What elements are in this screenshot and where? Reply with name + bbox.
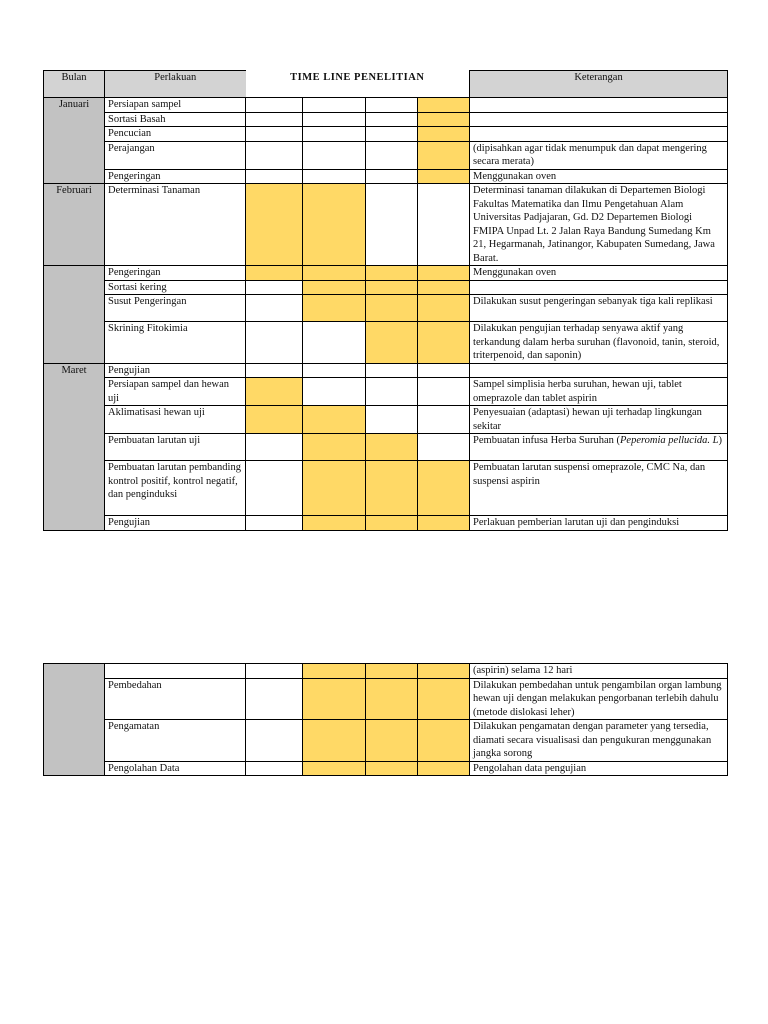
timeline-cell-empty xyxy=(366,98,418,113)
timeline-cell-empty xyxy=(246,664,303,679)
keterangan-cell: Perlakuan pemberian larutan uji dan penginduksi xyxy=(470,516,728,531)
timeline-cell xyxy=(418,516,470,531)
timeline-cell xyxy=(418,141,470,169)
perlakuan-cell: Sortasi Basah xyxy=(105,112,246,127)
timeline-cell-empty xyxy=(303,363,366,378)
timeline-cell-empty xyxy=(303,112,366,127)
table-row xyxy=(44,280,728,295)
timeline-cell xyxy=(418,295,470,322)
timeline-cell xyxy=(418,720,470,762)
table-row xyxy=(44,112,728,127)
timeline-cell xyxy=(303,664,366,679)
header-bulan: Bulan xyxy=(44,71,105,98)
perlakuan-cell: Persiapan sampel dan hewan uji xyxy=(105,378,246,406)
timeline-cell-empty xyxy=(366,406,418,434)
timeline-cell xyxy=(303,720,366,762)
timeline-cell xyxy=(366,266,418,281)
perlakuan-cell: Pembedahan xyxy=(105,678,246,720)
table-row xyxy=(44,98,728,113)
month-januari: Januari xyxy=(44,98,105,184)
timeline-cell-empty xyxy=(366,141,418,169)
keterangan-cell xyxy=(470,112,728,127)
month-maret: Maret xyxy=(44,363,105,530)
keterangan-cell: Menggunakan oven xyxy=(470,266,728,281)
perlakuan-cell: Determinasi Tanaman xyxy=(105,184,246,266)
perlakuan-cell: Pengolahan Data xyxy=(105,761,246,776)
timeline-cell-empty xyxy=(366,112,418,127)
timeline-cell xyxy=(366,280,418,295)
header-perlakuan: Perlakuan xyxy=(105,71,246,98)
timeline-cell-empty xyxy=(246,461,303,516)
table-row xyxy=(44,363,728,378)
keterangan-cell: Sampel simplisia herba suruhan, hewan uji, tablet omeprazole dan tablet aspirin xyxy=(470,378,728,406)
timeline-cell xyxy=(418,322,470,364)
perlakuan-cell: Pembuatan larutan pembanding kontrol positif, kontrol negatif, dan penginduksi xyxy=(105,461,246,516)
timeline-cell-empty xyxy=(418,184,470,266)
table-row xyxy=(44,434,728,461)
timeline-cell-empty xyxy=(366,378,418,406)
timeline-cell xyxy=(246,378,303,406)
timeline-cell xyxy=(246,184,303,266)
perlakuan-cell: Skrining Fitokimia xyxy=(105,322,246,364)
timeline-cell xyxy=(366,434,418,461)
keterangan-cell: Dilakukan pengamatan dengan parameter yang tersedia, diamati secara visualisasi dan pengukuran menggunakan jangka sorong xyxy=(470,720,728,762)
timeline-cell xyxy=(303,761,366,776)
month-februari: Februari xyxy=(44,184,105,266)
timeline-cell-empty xyxy=(366,169,418,184)
page-title: TIME LINE PENELITIAN xyxy=(246,71,470,98)
perlakuan-cell: Pengujian xyxy=(105,516,246,531)
keterangan-cell: Pengolahan data pengujian xyxy=(470,761,728,776)
table-row xyxy=(44,678,728,720)
timeline-cell-empty xyxy=(246,112,303,127)
timeline-cell-empty xyxy=(246,295,303,322)
timeline-cell xyxy=(418,761,470,776)
perlakuan-cell: Pembuatan larutan uji xyxy=(105,434,246,461)
keterangan-cell: Dilakukan pembedahan untuk pengambilan organ lambung hewan uji dengan melakukan pengorbanan terlebih dahulu (metode dislokasi leher) xyxy=(470,678,728,720)
timeline-cell-empty xyxy=(246,98,303,113)
table-row xyxy=(44,295,728,322)
perlakuan-cell: Susut Pengeringan xyxy=(105,295,246,322)
timeline-cell xyxy=(418,664,470,679)
timeline-cell xyxy=(303,406,366,434)
timeline-cell xyxy=(418,98,470,113)
keterangan-cell: Determinasi tanaman dilakukan di Departemen Biologi Fakultas Matematika dan Ilmu Pengetahuan Alam Universitas Padjajaran, Gd. D2 Departemen Biologi FMIPA Unpad Lt. 2 Jalan Raya Bandung Sumedang Km 21, Hegarmanah, Jatinangor, Kabupaten Sumedang, Jawa Barat. xyxy=(470,184,728,266)
timeline-cell-empty xyxy=(246,127,303,142)
timeline-cell xyxy=(366,761,418,776)
timeline-cell xyxy=(366,461,418,516)
timeline-cell xyxy=(418,112,470,127)
timeline-cell xyxy=(418,266,470,281)
timeline-cell-empty xyxy=(246,720,303,762)
perlakuan-cell: Perajangan xyxy=(105,141,246,169)
timeline-cell xyxy=(303,280,366,295)
timeline-cell-empty xyxy=(303,169,366,184)
timeline-cell xyxy=(418,461,470,516)
timeline-cell-empty xyxy=(246,280,303,295)
perlakuan-cell: Pengamatan xyxy=(105,720,246,762)
table-row xyxy=(44,720,728,762)
timeline-cell xyxy=(303,434,366,461)
timeline-cell-empty xyxy=(303,378,366,406)
keterangan-cell: Pembuatan larutan suspensi omeprazole, CMC Na, dan suspensi aspirin xyxy=(470,461,728,516)
timeline-cell-empty xyxy=(303,141,366,169)
timeline-cell-empty xyxy=(303,322,366,364)
timeline-cell-empty xyxy=(246,363,303,378)
timeline-cell-empty xyxy=(246,322,303,364)
keterangan-cell: Dilakukan susut pengeringan sebanyak tiga kali replikasi xyxy=(470,295,728,322)
timeline-cell xyxy=(418,678,470,720)
table-row xyxy=(44,761,728,776)
timeline-cell xyxy=(366,322,418,364)
table-row xyxy=(44,266,728,281)
table-row xyxy=(44,127,728,142)
header-row xyxy=(44,71,728,98)
table-row xyxy=(44,461,728,516)
timeline-cell-empty xyxy=(418,363,470,378)
perlakuan-cell: Aklimatisasi hewan uji xyxy=(105,406,246,434)
timeline-cell xyxy=(303,461,366,516)
keterangan-cell xyxy=(470,98,728,113)
keterangan-cell: Menggunakan oven xyxy=(470,169,728,184)
timeline-cell-empty xyxy=(246,141,303,169)
timeline-cell xyxy=(366,516,418,531)
table-row xyxy=(44,184,728,266)
timeline-cell-empty xyxy=(303,98,366,113)
timeline-cell xyxy=(303,678,366,720)
timeline-cell-empty xyxy=(246,434,303,461)
timeline-cell xyxy=(246,406,303,434)
keterangan-cell xyxy=(470,363,728,378)
timeline-cell xyxy=(418,127,470,142)
keterangan-cell: Pembuatan infusa Herba Suruhan (Peperomia pellucida. L) xyxy=(470,434,728,461)
table-row xyxy=(44,322,728,364)
perlakuan-cell: Pengeringan xyxy=(105,266,246,281)
keterangan-cell xyxy=(470,127,728,142)
timeline-table xyxy=(43,70,728,531)
timeline-table-continuation xyxy=(43,663,728,776)
timeline-cell xyxy=(366,678,418,720)
timeline-cell xyxy=(303,266,366,281)
keterangan-cell: Dilakukan pengujian terhadap senyawa aktif yang terkandung dalam herba suruhan (flavonoid, tanin, steroid, triterpenoid, dan saponin) xyxy=(470,322,728,364)
timeline-cell-empty xyxy=(246,678,303,720)
timeline-cell xyxy=(366,664,418,679)
timeline-cell xyxy=(303,295,366,322)
timeline-cell-empty xyxy=(418,378,470,406)
table-row xyxy=(44,406,728,434)
table-row xyxy=(44,378,728,406)
month-blank xyxy=(44,664,105,776)
keterangan-cell: Penyesuaian (adaptasi) hewan uji terhadap lingkungan sekitar xyxy=(470,406,728,434)
timeline-cell xyxy=(418,169,470,184)
timeline-cell-empty xyxy=(246,169,303,184)
timeline-cell xyxy=(418,280,470,295)
perlakuan-cell: Pengujian xyxy=(105,363,246,378)
keterangan-cell: (dipisahkan agar tidak menumpuk dan dapat mengering secara merata) xyxy=(470,141,728,169)
timeline-cell xyxy=(366,720,418,762)
timeline-cell-empty xyxy=(366,184,418,266)
table-row xyxy=(44,516,728,531)
timeline-cell-empty xyxy=(418,406,470,434)
table-row xyxy=(44,141,728,169)
timeline-cell-empty xyxy=(418,434,470,461)
timeline-cell-empty xyxy=(246,761,303,776)
timeline-cell xyxy=(246,266,303,281)
keterangan-cell: (aspirin) selama 12 hari xyxy=(470,664,728,679)
perlakuan-cell: Persiapan sampel xyxy=(105,98,246,113)
timeline-cell-empty xyxy=(366,127,418,142)
timeline-cell-empty xyxy=(303,127,366,142)
perlakuan-cell: Pengeringan xyxy=(105,169,246,184)
perlakuan-cell: Sortasi kering xyxy=(105,280,246,295)
month-blank xyxy=(44,266,105,364)
timeline-cell-empty xyxy=(366,363,418,378)
perlakuan-cell: Pencucian xyxy=(105,127,246,142)
keterangan-cell xyxy=(470,280,728,295)
timeline-cell xyxy=(303,516,366,531)
perlakuan-cell xyxy=(105,664,246,679)
header-keterangan: Keterangan xyxy=(470,71,728,98)
table-row xyxy=(44,169,728,184)
timeline-cell-empty xyxy=(246,516,303,531)
timeline-cell xyxy=(303,184,366,266)
timeline-cell xyxy=(366,295,418,322)
table-row xyxy=(44,664,728,679)
